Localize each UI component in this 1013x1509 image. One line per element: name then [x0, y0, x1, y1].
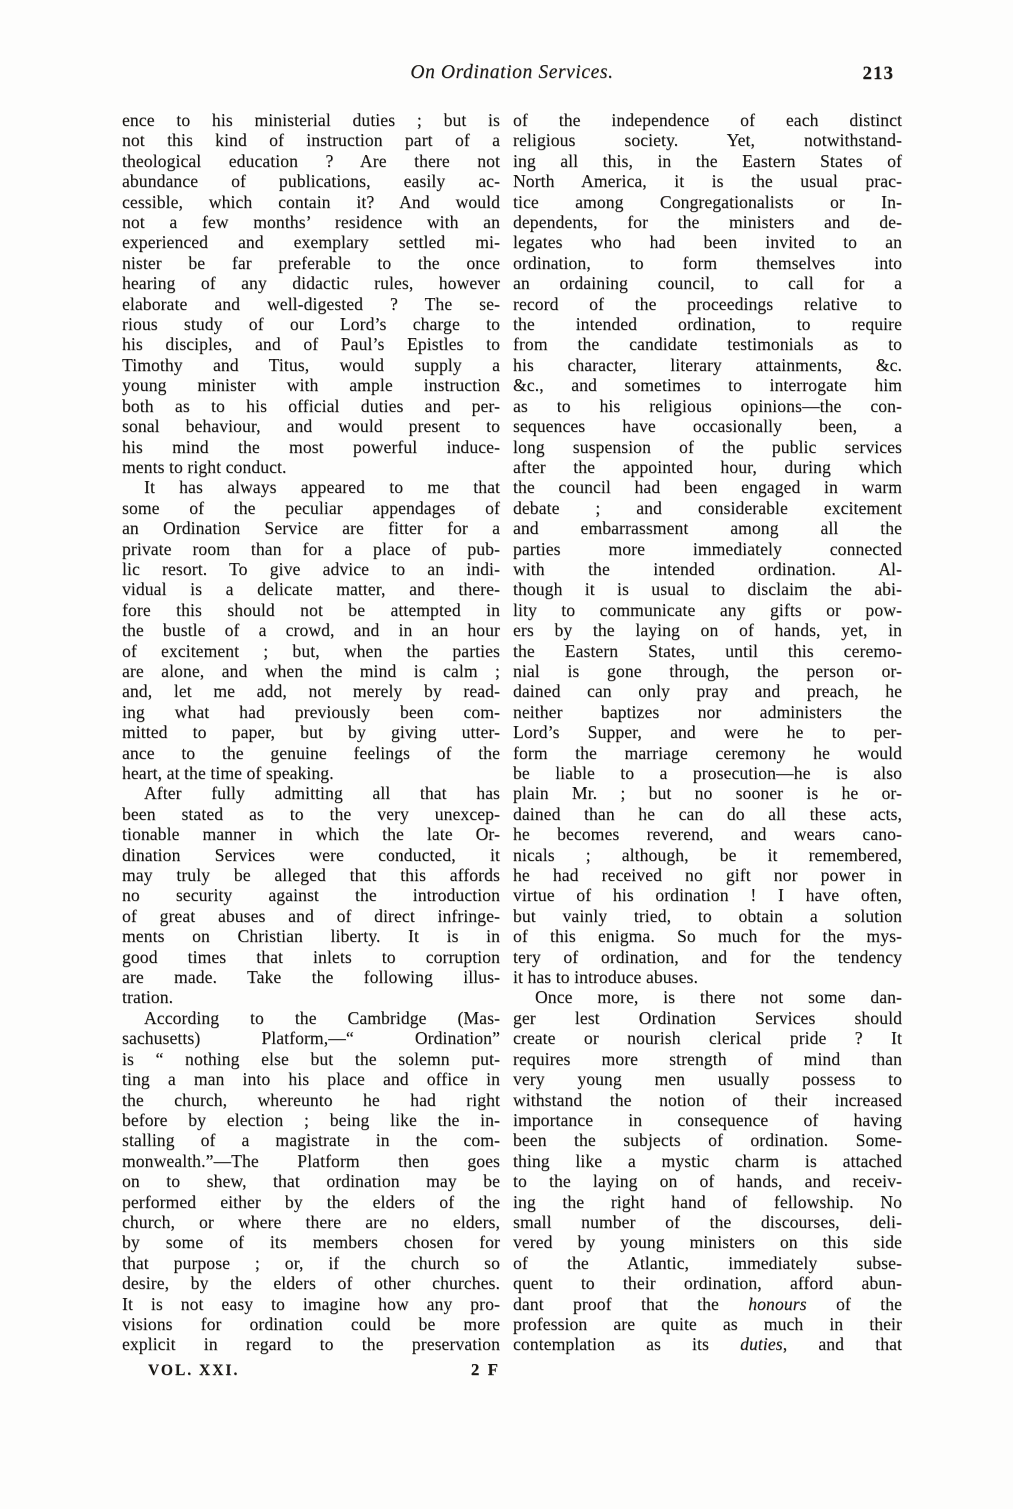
text-line: vered by young ministers on this side [513, 1232, 902, 1253]
text-line: and embarrassment among all the [513, 518, 902, 539]
text-line: ger lest Ordination Services should [513, 1007, 902, 1028]
text-line: desire, by the elders of other churches. [122, 1273, 500, 1294]
paragraph [122, 1008, 500, 1355]
text-line: been stated as to the very unexcep- [122, 803, 500, 824]
text-line: both as to his official duties and per- [122, 395, 500, 416]
text-line: an Ordination Service are fitter for a [122, 518, 500, 539]
running-head [122, 62, 902, 92]
text-line: stalling of a magistrate in the com- [122, 1130, 500, 1151]
text-line: ing all this, in the Eastern States of [513, 150, 902, 171]
text-line: it has to introduce abuses. [513, 967, 698, 988]
text-line: ing what had previously been com- [122, 701, 500, 722]
text-line: by some of its members chosen for [122, 1232, 500, 1253]
text-line: sonal behaviour, and would present to [122, 416, 500, 437]
text-line: fore this should not be attempted in [122, 599, 500, 620]
text-line: North America, it is the usual prac- [513, 171, 902, 192]
text-line: the council had been engaged in warm [513, 477, 902, 498]
text-line: neither baptizes nor administers the [513, 701, 902, 722]
right-column [513, 110, 902, 1355]
text-line: may truly be alleged that this affords [122, 865, 500, 886]
text-line: thing like a mystic charm is attached [513, 1150, 902, 1171]
text-line: be liable to a prosecution—he is also [513, 763, 902, 783]
text-line: religious society. Yet, notwithstand- [513, 130, 902, 151]
text-line: hearing of any didactic rules, however [122, 273, 500, 294]
text-line: record of the proceedings relative to [513, 293, 902, 314]
text-line: legates who had been invited to an [513, 232, 902, 253]
text-line: It is not easy to imagine how any pro- [122, 1293, 500, 1314]
text-line: importance in consequence of having [513, 1109, 902, 1130]
text-line: lic resort. To give advice to an indi- [122, 558, 500, 579]
text-line: been the subjects of ordination. Some- [513, 1130, 902, 1151]
text-line: ers by the laying on of hands, yet, in [513, 620, 902, 641]
text-line: requires more strength of mind than [513, 1048, 902, 1069]
signature-mark: 2 F [470, 1360, 500, 1379]
text-line: quent to their ordination, afford abun- [513, 1273, 902, 1294]
text-line: long suspension of the public services [513, 436, 902, 457]
text-line: sachusetts) Platform,—“ Ordination” [122, 1028, 500, 1049]
text-line: the church, whereunto he had right [122, 1089, 500, 1110]
text-line: debate ; and considerable excitement [513, 497, 902, 518]
text-line: plain Mr. ; but no sooner is he or- [513, 783, 902, 804]
text-line: tionable manner in which the late Or- [122, 824, 500, 845]
text-line: are alone, and when the mind is calm ; [122, 660, 500, 681]
text-line: dained can only pray and preach, he [513, 681, 902, 702]
text-line: from the candidate testimonials as to [513, 334, 902, 355]
text-line: with the intended ordination. Al- [513, 558, 902, 579]
text-line: he becomes reverend, and wears cano- [513, 824, 902, 845]
text-line: elaborate and well-digested ? The se- [122, 293, 500, 314]
text-line: abundance of publications, easily ac- [122, 171, 500, 192]
text-line: performed either by the elders of the [122, 1191, 500, 1212]
text-line: ing the right hand of fellowship. No [513, 1191, 902, 1212]
text-line: Lord’s Supper, and were he to per- [513, 722, 902, 743]
text-line: vidual is a delicate matter, and there- [122, 579, 500, 600]
paragraph [513, 987, 902, 1354]
text-line: withstand the notion of their increased [513, 1089, 902, 1110]
text-line: as to his religious opinions—the con- [513, 395, 902, 416]
text-line: ance to the genuine feelings of the [122, 742, 500, 763]
text-line: tice among Congregationalists or In- [513, 191, 902, 212]
text-line: lity to communicate any gifts or pow- [513, 599, 902, 620]
text-line: According to the Cambridge (Mas- [144, 1007, 500, 1028]
text-line: contemplation as its duties, and that [513, 1334, 902, 1355]
text-line: and, let me add, not merely by read- [122, 681, 500, 702]
text-line: before by election ; being like the in- [122, 1109, 500, 1130]
paragraph [513, 110, 902, 987]
text-line: cessible, which contain it? And would [122, 191, 500, 212]
text-line: of this enigma. So much for the mys- [513, 926, 902, 947]
text-line: he had received no gift nor power in [513, 865, 902, 886]
text-line: his mind the most powerful induce- [122, 436, 500, 457]
text-line: though it is usual to disclaim the abi- [513, 579, 902, 600]
text-line: small number of the discourses, deli- [513, 1211, 902, 1232]
text-line: no security against the introduction [122, 885, 500, 906]
text-line: explicit in regard to the preservation [122, 1334, 500, 1355]
text-line: of the independence of each distinct [513, 110, 902, 130]
text-line: an ordaining council, to call for a [513, 273, 902, 294]
text-line: tration. [122, 987, 174, 1008]
text-line: sequences have occasionally been, a [513, 416, 902, 437]
text-line: dant proof that the honours of the [513, 1293, 902, 1314]
text-line: virtue of his ordination ! I have often, [513, 885, 902, 906]
text-line: the Eastern States, until this ceremo- [513, 640, 902, 661]
text-line: to the laying on of hands, and receiv- [513, 1171, 902, 1192]
text-line: profession are quite as much in their [513, 1313, 902, 1334]
text-line: After fully admitting all that has [144, 783, 500, 804]
text-line: ordination, to form themselves into [513, 252, 902, 273]
text-line: It has always appeared to me that [144, 477, 500, 498]
page-number: 213 [862, 63, 894, 84]
text-line: dination Services were conducted, it [122, 844, 500, 865]
text-line: is “ nothing else but the solemn put- [122, 1048, 500, 1069]
text-line: of great abuses and of direct infringe- [122, 905, 500, 926]
paragraph [122, 783, 500, 1007]
text-line: the intended ordination, to require [513, 314, 902, 335]
text-line: create or nourish clerical pride ? It [513, 1028, 902, 1049]
paragraph [122, 477, 500, 783]
text-line: ments on Christian liberty. It is in [122, 926, 500, 947]
text-line: mitted to paper, but by giving utter- [122, 722, 500, 743]
text-line: are made. Take the following illus- [122, 967, 500, 988]
running-title: On Ordination Services. [410, 62, 614, 83]
text-line: some of the peculiar appendages of [122, 497, 500, 518]
text-line: the bustle of a crowd, and in an hour [122, 620, 500, 641]
text-line: ting a man into his place and office in [122, 1069, 500, 1090]
text-line: young minister with ample instruction [122, 375, 500, 396]
footer-line [122, 1360, 500, 1380]
text-line: nister be far preferable to the once [122, 252, 500, 273]
text-line: nicals ; although, be it remembered, [513, 844, 902, 865]
text-line: heart, at the time of speaking. [122, 763, 334, 783]
text-line: form the marriage ceremony he would [513, 742, 902, 763]
text-line: dained than he can do all these acts, [513, 803, 902, 824]
text-line: church, or where there are no elders, [122, 1211, 500, 1232]
text-line: tery of ordination, and for the tendency [513, 946, 902, 967]
text-line: of the Atlantic, immediately subse- [513, 1252, 902, 1273]
text-line: Timothy and Titus, would supply a [122, 354, 500, 375]
text-line: monwealth.”—The Platform then goes [122, 1150, 500, 1171]
left-column [122, 110, 500, 1355]
text-line: visions for ordination could be more [122, 1313, 500, 1334]
volume-label: VOL. XXI. [148, 1362, 240, 1379]
text-line: ments to right conduct. [122, 456, 287, 477]
text-line: theological education ? Are there not [122, 150, 500, 171]
text-line: very young men usually possess to [513, 1069, 902, 1090]
text-line: nial is gone through, the person or- [513, 660, 902, 681]
text-line: private room than for a place of pub- [122, 538, 500, 559]
text-block [122, 110, 902, 1355]
text-line: but vainly tried, to obtain a solution [513, 905, 902, 926]
text-line: ence to his ministerial duties ; but is [122, 110, 500, 130]
text-line: on to shew, that ordination may be [122, 1171, 500, 1192]
text-line: experienced and exemplary settled mi- [122, 232, 500, 253]
text-line: that purpose ; or, if the church so [122, 1252, 500, 1273]
text-line: &c., and sometimes to interrogate him [513, 375, 902, 396]
text-line: parties more immediately connected [513, 538, 902, 559]
text-line: not a few months’ residence with an [122, 212, 500, 233]
text-line: his disciples, and of Paul’s Epistles to [122, 334, 500, 355]
text-line: after the appointed hour, during which [513, 456, 902, 477]
text-line: Once more, is there not some dan- [535, 987, 902, 1008]
text-line: rious study of our Lord’s charge to [122, 314, 500, 335]
text-line: his character, literary attainments, &c. [513, 354, 902, 375]
text-line: not this kind of instruction part of a [122, 130, 500, 151]
paragraph [122, 110, 500, 477]
text-line: dependents, for the ministers and de- [513, 212, 902, 233]
text-line: of excitement ; but, when the parties [122, 640, 500, 661]
text-line: good times that inlets to corruption [122, 946, 500, 967]
